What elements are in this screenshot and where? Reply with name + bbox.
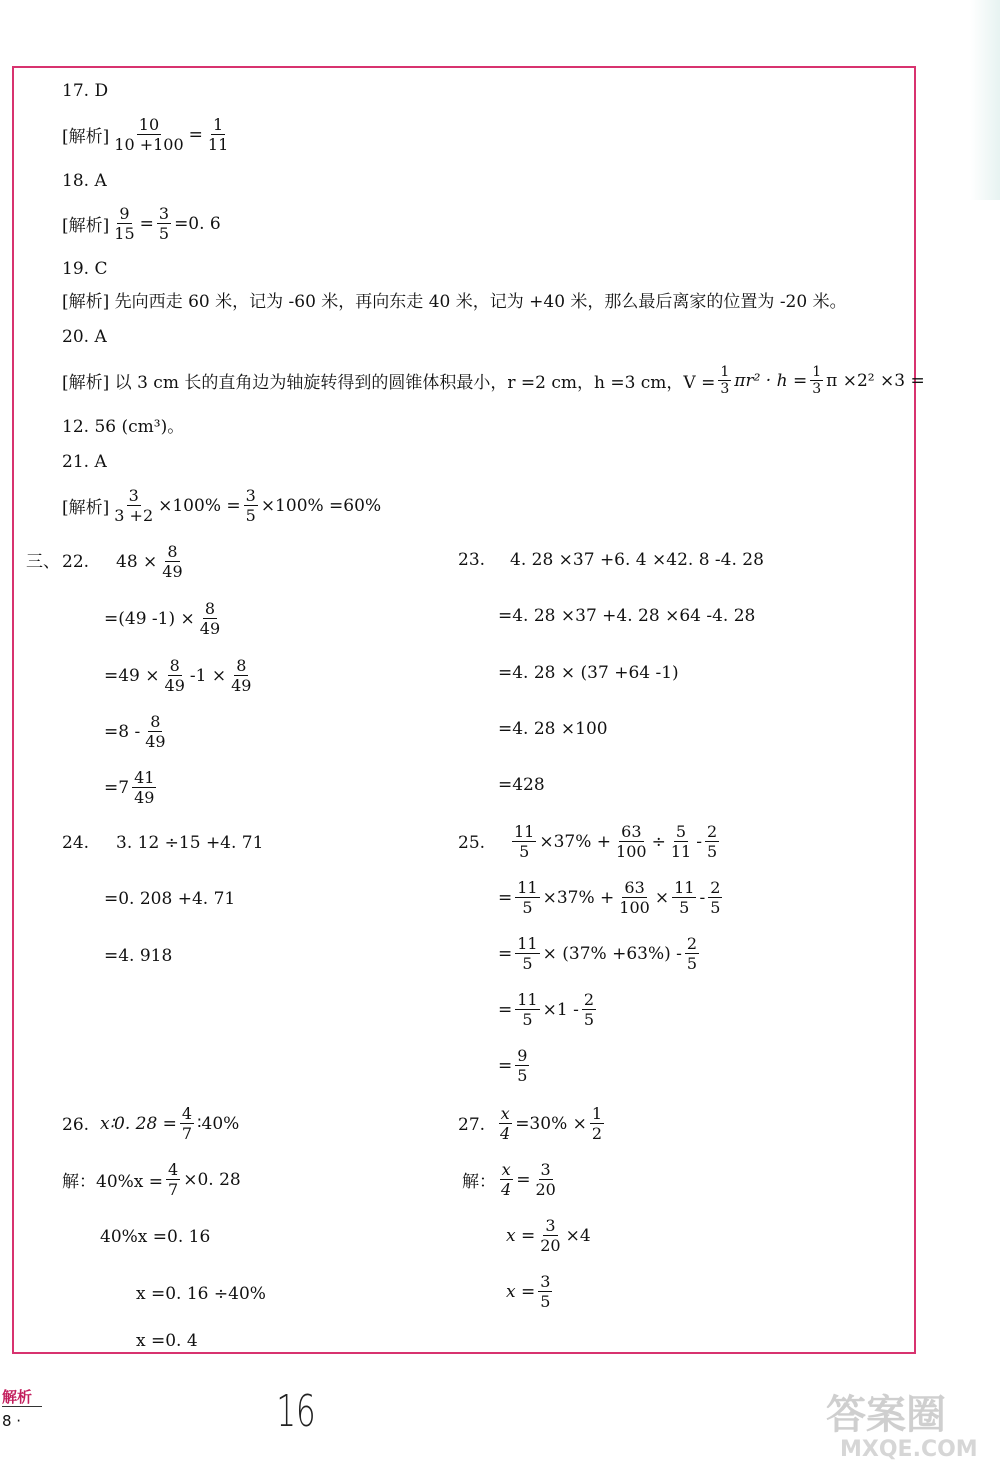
q27-number: 27. — [458, 1115, 486, 1135]
q27-line-3: x = $\frac{3}{20}$ ×4 — [506, 1216, 591, 1255]
footer-section-label: 解析 — [2, 1388, 33, 1406]
equals: = — [139, 213, 154, 234]
fraction: $\frac{63}{100}$ — [616, 822, 647, 861]
fraction: $\frac{2}{5}$ — [583, 990, 595, 1029]
formula-part: π ×2² ×3 = — [826, 370, 925, 391]
fraction: $\frac{1}{3}$ — [720, 364, 730, 397]
analysis-label: [解析] — [62, 498, 110, 518]
q17-answer: 17. D — [62, 81, 109, 101]
q18-answer: 18. A — [62, 171, 107, 191]
result: ×100% =60% — [260, 495, 382, 516]
q21-analysis — [62, 486, 384, 525]
q25-line-4: = $\frac{11}{5}$ ×1 - $\frac{2}{5}$ — [498, 990, 595, 1029]
fraction: $\frac{4}{7}$ — [168, 1160, 179, 1199]
fraction: $\frac{5}{11}$ — [670, 822, 692, 861]
q26-line-4: x =0. 16 ÷40% — [136, 1284, 266, 1304]
q18-analysis — [62, 204, 224, 243]
q23-line-1: 4. 28 ×37 +6. 4 ×42. 8 -4. 28 — [510, 550, 764, 570]
footer-rule — [2, 1406, 42, 1407]
fraction: $\frac{8}{49}$ — [145, 712, 166, 751]
q22-line-2: =(49 -1) × $\frac{8}{49}$ — [104, 599, 221, 638]
fraction: $\frac{11}{5}$ — [517, 878, 538, 917]
q24-number: 24. — [62, 833, 90, 853]
q23-number: 23. — [458, 550, 486, 570]
q24-line-2: =0. 208 +4. 71 — [104, 889, 236, 909]
section-label: 三、 — [26, 552, 60, 572]
fraction: $\frac{3}{20}$ — [535, 1160, 556, 1199]
q26-line-2: 解：40%x = $\frac{4}{7}$ ×0. 28 — [62, 1160, 241, 1199]
q22-line-4: =8 - $\frac{8}{49}$ — [104, 712, 166, 751]
equals: = — [188, 124, 203, 145]
q23-line-4: =4. 28 ×100 — [498, 719, 608, 739]
fraction: $\frac{63}{100}$ — [619, 878, 650, 917]
q19-answer: 19. C — [62, 259, 108, 279]
q26-number: 26. — [62, 1115, 90, 1135]
q22-number: 22. — [62, 552, 90, 572]
fraction: $\frac{2}{5}$ — [686, 934, 698, 973]
fraction: $\frac{11}{5}$ — [674, 878, 695, 917]
q25-number: 25. — [458, 833, 486, 853]
q19-analysis: [解析] 先向西走 60 米，记为 -60 米，再向东走 40 米，记为 +40 米，那么最后离家的位置为 -20 米。 — [62, 292, 847, 312]
fraction: $\frac{3}{20}$ — [540, 1216, 561, 1255]
q27-line-1: $\frac{x}{4}$ =30% × $\frac{1}{2}$ — [500, 1104, 603, 1143]
svg-text:MXQE.COM: MXQE.COM — [840, 1437, 978, 1462]
q25-line-5: = $\frac{9}{5}$ — [498, 1046, 528, 1085]
formula-part: ×100% = — [158, 495, 241, 516]
q26-line-5: x =0. 4 — [136, 1331, 198, 1351]
q26-line-3: 40%x =0. 16 — [100, 1227, 211, 1247]
q21-answer: 21. A — [62, 452, 107, 472]
fraction: $\frac{41}{49}$ — [134, 768, 155, 807]
q20-analysis — [62, 364, 928, 397]
fraction: $\frac{x}{4}$ — [500, 1104, 511, 1143]
q20-continued: 12. 56 (cm³)。 — [62, 417, 185, 437]
fraction: $\frac{8}{49}$ — [231, 656, 252, 695]
q27-line-2: 解： $\frac{x}{4}$ = $\frac{3}{20}$ — [462, 1160, 556, 1199]
q23-line-2: =4. 28 ×37 +4. 28 ×64 -4. 28 — [498, 606, 756, 626]
analysis-label: [解析] — [62, 127, 110, 147]
fraction: $\frac{11}{5}$ — [517, 934, 538, 973]
q22-line-3: =49 × $\frac{8}{49}$ -1 × $\frac{8}{49}$ — [104, 656, 252, 695]
q23-line-5: =428 — [498, 775, 545, 795]
fraction: $\frac{x}{4}$ — [501, 1160, 512, 1199]
q22-line-5: =7 $\frac{41}{49}$ — [104, 768, 155, 807]
fraction: $\frac{4}{7}$ — [181, 1104, 193, 1143]
q24-line-3: =4. 918 — [104, 946, 173, 966]
analysis-text: [解析] 以 3 cm 长的直角边为轴旋转得到的圆锥体积最小，r =2 cm，h =3 cm，V = — [62, 373, 716, 393]
fraction: $\frac{3}{3 +2}$ — [114, 486, 154, 525]
fraction: $\frac{8}{49}$ — [199, 599, 221, 638]
q25-line-1: $\frac{11}{5}$ ×37% + $\frac{63}{100}$ ÷ $\frac{5}{11}$ - $\frac{2}{5}$ — [514, 822, 718, 861]
q26-line-1: x∶0. 28 = $\frac{4}{7}$ ∶40% — [100, 1104, 240, 1143]
q24-line-1: 3. 12 ÷15 +4. 71 — [116, 833, 264, 853]
fraction: $\frac{10}{10 +100}$ — [114, 115, 184, 154]
fraction: $\frac{11}{5}$ — [514, 822, 535, 861]
fraction: $\frac{8}{49}$ — [164, 656, 185, 695]
q20-answer: 20. A — [62, 327, 107, 347]
fraction: $\frac{3}{5}$ — [158, 204, 170, 243]
fraction: $\frac{3}{5}$ — [245, 486, 256, 525]
fraction: $\frac{8}{49}$ — [162, 542, 183, 581]
fraction: $\frac{2}{5}$ — [710, 878, 721, 917]
analysis-label: [解析] — [62, 216, 110, 236]
fraction: $\frac{1}{3}$ — [812, 364, 822, 397]
q23-line-3: =4. 28 × (37 +64 -1) — [498, 663, 679, 683]
q25-line-3: = $\frac{11}{5}$ × (37% +63%) - $\frac{2}{5}$ — [498, 934, 698, 973]
page-number: 8 · — [2, 1412, 22, 1430]
formula-part: πr² · h = — [734, 370, 808, 391]
fraction: $\frac{1}{11}$ — [207, 115, 229, 154]
svg-text:答案圈: 答案圈 — [826, 1392, 946, 1438]
fraction: $\frac{9}{5}$ — [517, 1046, 528, 1085]
fraction: $\frac{11}{5}$ — [517, 990, 538, 1029]
scan-edge — [970, 0, 1000, 200]
fraction: $\frac{2}{5}$ — [706, 822, 718, 861]
handwritten-page-number: 16 — [276, 1386, 316, 1437]
fraction: $\frac{3}{5}$ — [540, 1272, 551, 1311]
watermark-logo — [820, 1384, 995, 1464]
q25-line-2: = $\frac{11}{5}$ ×37% + $\frac{63}{100}$ × $\frac{11}{5}$ - $\frac{2}{5}$ — [498, 878, 721, 917]
q27-line-4: x = $\frac{3}{5}$ — [506, 1272, 551, 1311]
fraction: $\frac{1}{2}$ — [591, 1104, 603, 1143]
q22-line-1: 48 × $\frac{8}{49}$ — [116, 542, 183, 581]
q17-analysis — [62, 115, 233, 154]
fraction: $\frac{9}{15}$ — [114, 204, 135, 243]
result: =0. 6 — [174, 213, 221, 234]
